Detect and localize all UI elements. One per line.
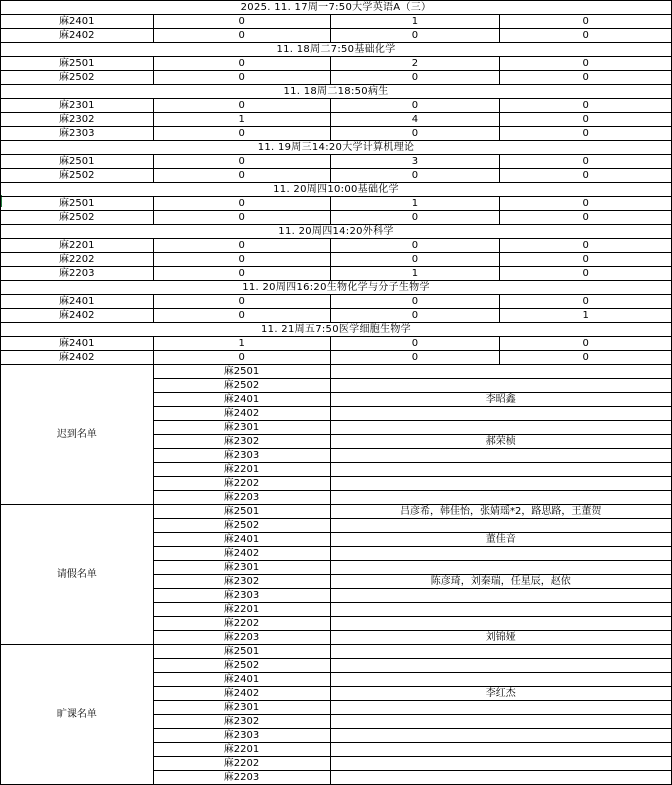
count-cell-b[interactable]: 2 <box>330 57 500 71</box>
list-item <box>1 365 672 379</box>
student-names-cell[interactable] <box>330 449 671 463</box>
student-names-cell[interactable] <box>330 379 671 393</box>
class-cell[interactable]: 麻2203 <box>1 267 154 281</box>
table-row <box>1 267 672 281</box>
class-cell[interactable]: 麻2301 <box>1 99 154 113</box>
count-cell-a[interactable]: 1 <box>153 337 330 351</box>
class-cell[interactable]: 麻2502 <box>1 211 154 225</box>
student-names-cell[interactable] <box>330 645 671 659</box>
session-title[interactable]: 11. 20周四16:20生物化学与分子生物学 <box>1 281 672 295</box>
list-item <box>1 505 672 519</box>
count-cell-c[interactable]: 0 <box>500 197 672 211</box>
class-cell[interactable]: 麻2401 <box>1 295 154 309</box>
table-row <box>1 29 672 43</box>
count-cell-b[interactable]: 0 <box>330 239 500 253</box>
class-cell[interactable]: 麻2303 <box>153 589 330 603</box>
student-names-cell[interactable] <box>330 701 671 715</box>
table-row <box>1 155 672 169</box>
student-names-cell[interactable] <box>330 519 671 533</box>
student-names-cell[interactable] <box>330 561 671 575</box>
table-row <box>1 197 672 211</box>
count-cell-b[interactable]: 0 <box>330 71 500 85</box>
class-cell[interactable]: 麻2301 <box>153 561 330 575</box>
student-names-cell[interactable]: 刘锦娅 <box>330 631 671 645</box>
count-cell-a[interactable]: 0 <box>153 211 330 225</box>
count-cell-a[interactable]: 1 <box>153 113 330 127</box>
count-cell-b[interactable]: 0 <box>330 127 500 141</box>
class-cell[interactable]: 麻2402 <box>153 687 330 701</box>
count-cell-c[interactable]: 0 <box>500 337 672 351</box>
student-names-cell[interactable] <box>330 771 671 785</box>
session-header-row <box>1 85 672 99</box>
count-cell-b[interactable]: 0 <box>330 169 500 183</box>
session-header-row <box>1 43 672 57</box>
class-cell[interactable]: 麻2401 <box>1 337 154 351</box>
table-row <box>1 337 672 351</box>
table-row <box>1 351 672 365</box>
count-cell-b[interactable]: 0 <box>330 29 500 43</box>
count-cell-c[interactable]: 0 <box>500 71 672 85</box>
count-cell-a[interactable]: 0 <box>153 71 330 85</box>
student-names-cell[interactable] <box>330 715 671 729</box>
student-names-cell[interactable] <box>330 603 671 617</box>
class-cell[interactable]: 麻2502 <box>1 169 154 183</box>
class-cell[interactable]: 麻2302 <box>1 113 154 127</box>
table-row <box>1 309 672 323</box>
table-row <box>1 295 672 309</box>
class-cell[interactable]: 麻2201 <box>153 743 330 757</box>
class-cell[interactable]: 麻2502 <box>153 379 330 393</box>
table-row <box>1 57 672 71</box>
class-cell[interactable]: 麻2203 <box>153 491 330 505</box>
student-names-cell[interactable] <box>330 463 671 477</box>
count-cell-b[interactable]: 0 <box>330 253 500 267</box>
count-cell-b[interactable]: 0 <box>330 337 500 351</box>
class-cell[interactable]: 麻2502 <box>1 71 154 85</box>
count-cell-c[interactable]: 0 <box>500 127 672 141</box>
count-cell-a[interactable]: 0 <box>153 15 330 29</box>
count-cell-a[interactable]: 0 <box>153 197 330 211</box>
class-cell[interactable]: 麻2201 <box>153 603 330 617</box>
student-names-cell[interactable] <box>330 743 671 757</box>
count-cell-b[interactable]: 4 <box>330 113 500 127</box>
student-names-cell[interactable] <box>330 617 671 631</box>
class-cell[interactable]: 麻2401 <box>153 393 330 407</box>
class-cell[interactable]: 麻2402 <box>1 351 154 365</box>
session-title[interactable]: 11. 21周五7:50医学细胞生物学 <box>1 323 672 337</box>
count-cell-a[interactable]: 0 <box>153 309 330 323</box>
count-cell-b[interactable]: 0 <box>330 211 500 225</box>
count-cell-c[interactable]: 0 <box>500 169 672 183</box>
class-cell[interactable]: 麻2202 <box>153 757 330 771</box>
session-title[interactable]: 11. 18周二7:50基础化学 <box>1 43 672 57</box>
session-title[interactable]: 2025. 11. 17周一7:50大学英语A（三） <box>1 1 672 15</box>
table-row <box>1 99 672 113</box>
count-cell-b[interactable]: 3 <box>330 155 500 169</box>
count-cell-c[interactable]: 0 <box>500 155 672 169</box>
session-title[interactable]: 11. 19周三14:20大学计算机理论 <box>1 141 672 155</box>
class-cell[interactable]: 麻2302 <box>153 575 330 589</box>
count-cell-c[interactable]: 0 <box>500 351 672 365</box>
count-cell-a[interactable]: 0 <box>153 239 330 253</box>
class-cell[interactable]: 麻2401 <box>1 15 154 29</box>
count-cell-c[interactable]: 0 <box>500 267 672 281</box>
count-cell-c[interactable]: 0 <box>500 211 672 225</box>
count-cell-b[interactable]: 1 <box>330 267 500 281</box>
class-cell[interactable]: 麻2502 <box>153 659 330 673</box>
late-list-label[interactable]: 迟到名单 <box>1 365 154 505</box>
student-names-cell[interactable] <box>330 589 671 603</box>
class-cell[interactable]: 麻2501 <box>1 197 154 211</box>
leave-list-label[interactable]: 请假名单 <box>1 505 154 645</box>
class-cell[interactable]: 麻2201 <box>1 239 154 253</box>
class-cell[interactable]: 麻2202 <box>1 253 154 267</box>
student-names-cell[interactable] <box>330 365 671 379</box>
student-names-cell[interactable] <box>330 491 671 505</box>
session-header-row <box>1 323 672 337</box>
class-cell[interactable]: 麻2302 <box>153 435 330 449</box>
count-cell-c[interactable]: 0 <box>500 57 672 71</box>
class-cell[interactable]: 麻2501 <box>1 57 154 71</box>
student-names-cell[interactable]: 吕彦希，韩佳怡，张婧瑶*2，路思路，王董贺 <box>330 505 671 519</box>
count-cell-a[interactable]: 0 <box>153 155 330 169</box>
class-cell[interactable]: 麻2402 <box>1 309 154 323</box>
count-cell-c[interactable]: 0 <box>500 99 672 113</box>
student-names-cell[interactable] <box>330 407 671 421</box>
student-names-cell[interactable]: 李红杰 <box>330 687 671 701</box>
student-names-cell[interactable] <box>330 673 671 687</box>
count-cell-c[interactable]: 1 <box>500 309 672 323</box>
class-cell[interactable]: 麻2501 <box>153 365 330 379</box>
count-cell-a[interactable]: 0 <box>153 351 330 365</box>
student-names-cell[interactable] <box>330 547 671 561</box>
class-cell[interactable]: 麻2202 <box>153 617 330 631</box>
count-cell-c[interactable]: 0 <box>500 29 672 43</box>
student-names-cell[interactable] <box>330 659 671 673</box>
class-cell[interactable]: 麻2401 <box>153 533 330 547</box>
class-cell[interactable]: 麻2402 <box>153 547 330 561</box>
count-cell-c[interactable]: 0 <box>500 113 672 127</box>
class-cell[interactable]: 麻2203 <box>153 631 330 645</box>
count-cell-a[interactable]: 0 <box>153 29 330 43</box>
student-names-cell[interactable]: 陈彦琦，刘秦瑞，任星辰，赵依 <box>330 575 671 589</box>
count-cell-a[interactable]: 0 <box>153 253 330 267</box>
count-cell-a[interactable]: 0 <box>153 169 330 183</box>
session-header-row <box>1 141 672 155</box>
table-row <box>1 239 672 253</box>
class-cell[interactable]: 麻2501 <box>153 645 330 659</box>
count-cell-a[interactable]: 0 <box>153 57 330 71</box>
table-row <box>1 127 672 141</box>
class-cell[interactable]: 麻2303 <box>153 729 330 743</box>
table-row <box>1 113 672 127</box>
session-header-row <box>1 183 672 197</box>
session-title[interactable]: 11. 20周四14:20外科学 <box>1 225 672 239</box>
class-cell[interactable]: 麻2402 <box>1 29 154 43</box>
student-names-cell[interactable] <box>330 421 671 435</box>
count-cell-a[interactable]: 0 <box>153 267 330 281</box>
session-title[interactable]: 11. 18周二18:50病生 <box>1 85 672 99</box>
count-cell-b[interactable]: 0 <box>330 309 500 323</box>
class-cell[interactable]: 麻2203 <box>153 771 330 785</box>
session-title[interactable]: 11. 20周四10:00基础化学 <box>1 183 672 197</box>
class-cell[interactable]: 麻2501 <box>153 505 330 519</box>
count-cell-b[interactable]: 1 <box>330 197 500 211</box>
student-names-cell[interactable]: 李昭鑫 <box>330 393 671 407</box>
student-names-cell[interactable] <box>330 729 671 743</box>
count-cell-a[interactable]: 0 <box>153 295 330 309</box>
class-cell[interactable]: 麻2301 <box>153 421 330 435</box>
count-cell-b[interactable]: 0 <box>330 295 500 309</box>
class-cell[interactable]: 麻2303 <box>1 127 154 141</box>
class-cell[interactable]: 麻2201 <box>153 463 330 477</box>
session-header-row <box>1 1 672 15</box>
class-cell[interactable]: 麻2302 <box>153 715 330 729</box>
count-cell-c[interactable]: 0 <box>500 253 672 267</box>
student-names-cell[interactable] <box>330 757 671 771</box>
table-row <box>1 71 672 85</box>
absent-list-label[interactable]: 旷课名单 <box>1 645 154 785</box>
count-cell-b[interactable]: 0 <box>330 351 500 365</box>
count-cell-c[interactable]: 0 <box>500 295 672 309</box>
table-row <box>1 15 672 29</box>
list-item <box>1 645 672 659</box>
class-cell[interactable]: 麻2401 <box>153 673 330 687</box>
session-header-row <box>1 225 672 239</box>
class-cell[interactable]: 麻2502 <box>153 519 330 533</box>
count-cell-c[interactable]: 0 <box>500 15 672 29</box>
student-names-cell[interactable]: 董佳音 <box>330 533 671 547</box>
session-header-row <box>1 281 672 295</box>
count-cell-b[interactable]: 1 <box>330 15 500 29</box>
student-names-cell[interactable]: 郝荣桢 <box>330 435 671 449</box>
table-row <box>1 211 672 225</box>
count-cell-b[interactable]: 0 <box>330 99 500 113</box>
count-cell-a[interactable]: 0 <box>153 127 330 141</box>
table-row <box>1 253 672 267</box>
class-cell[interactable]: 麻2501 <box>1 155 154 169</box>
class-cell[interactable]: 麻2301 <box>153 701 330 715</box>
class-cell[interactable]: 麻2303 <box>153 449 330 463</box>
class-cell[interactable]: 麻2202 <box>153 477 330 491</box>
count-cell-a[interactable]: 0 <box>153 99 330 113</box>
count-cell-c[interactable]: 0 <box>500 239 672 253</box>
class-cell[interactable]: 麻2402 <box>153 407 330 421</box>
student-names-cell[interactable] <box>330 477 671 491</box>
table-row <box>1 169 672 183</box>
